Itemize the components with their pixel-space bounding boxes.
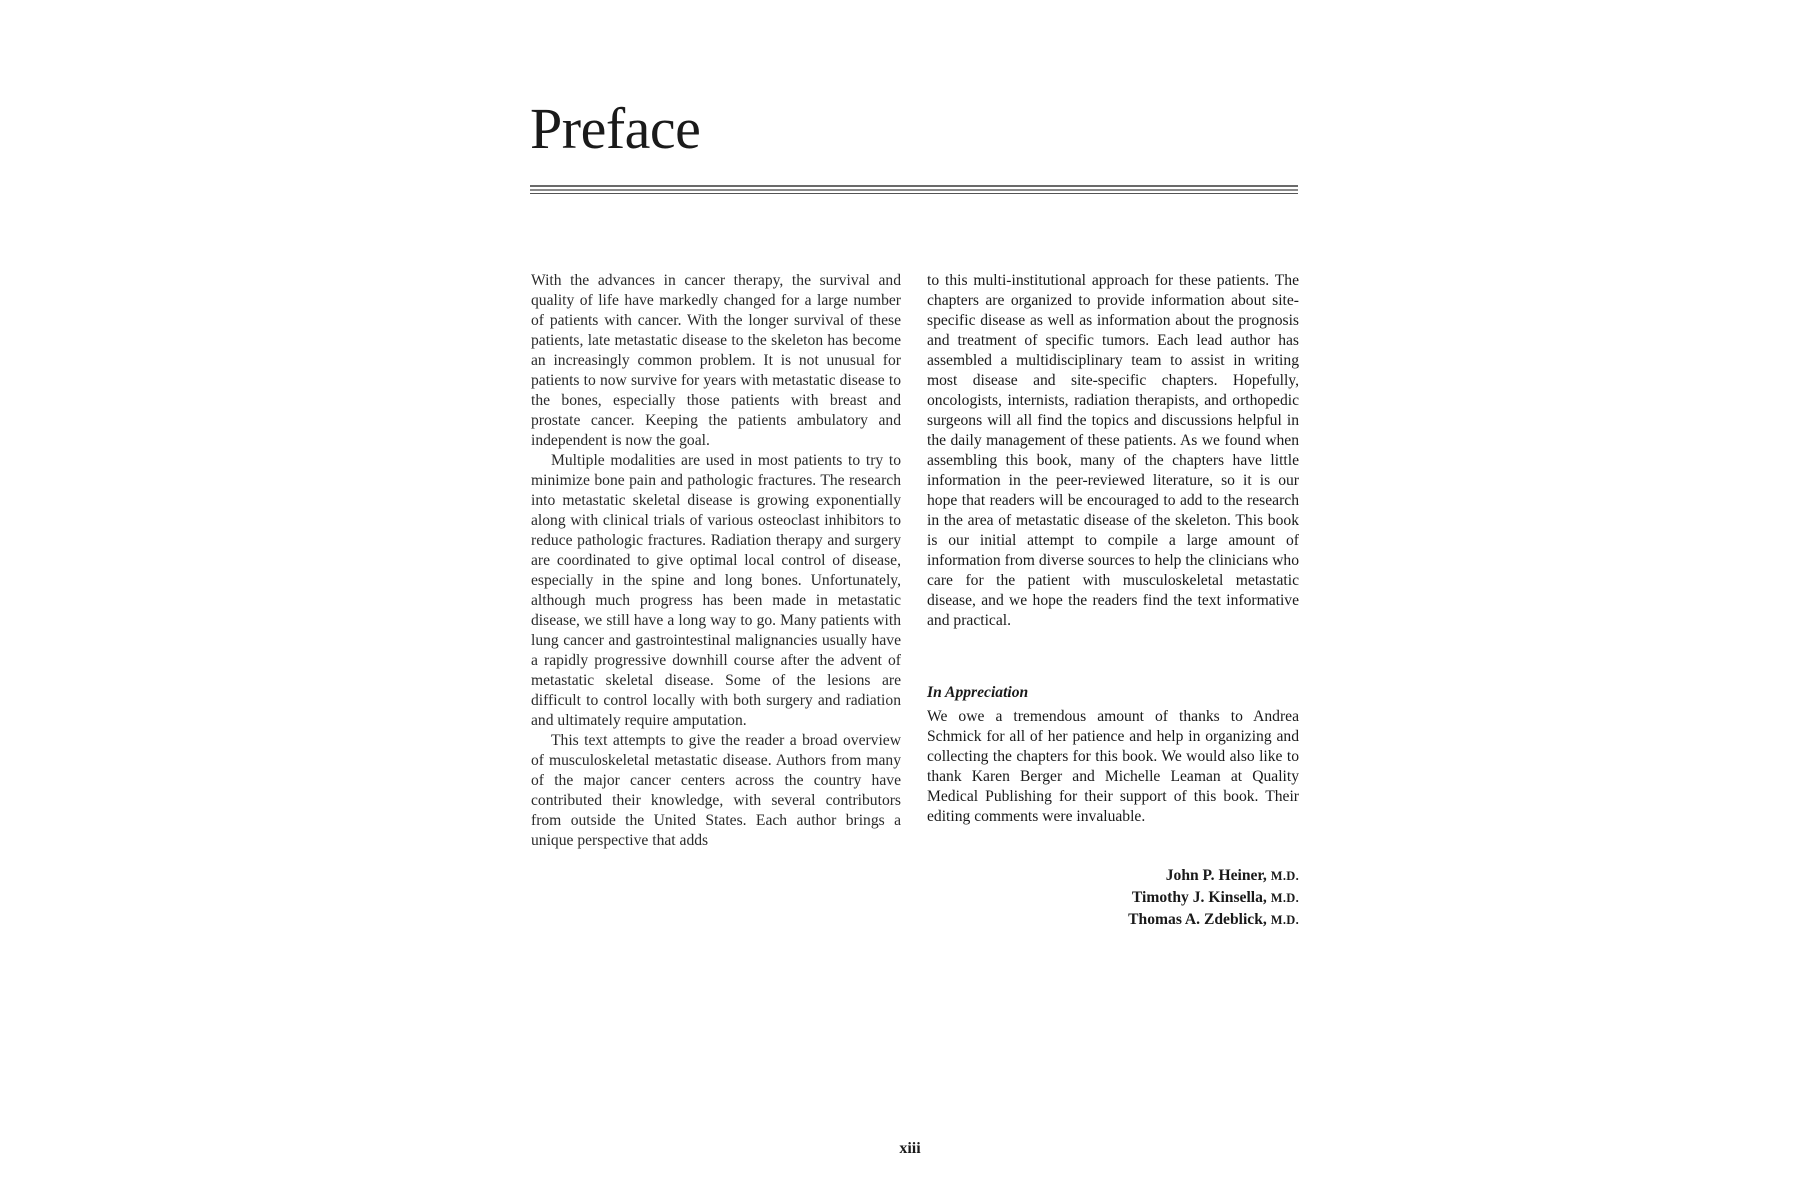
title-rule-divider bbox=[530, 185, 1298, 195]
paragraph: Multiple modalities are used in most patients to try to minimize bone pain and pathologic fractures. The research into metastatic skeletal disease is growing exponentially along with clinical trials of various osteoclast inhibitors to reduce pathologic fractures. Radiation therapy and surgery are coordinated to give optimal local control of disease, especially in the spine and long bones. Unfortunately, although much progress has been made in metastatic disease, we still have a long way to go. Many patients with lung cancer and gastrointestinal malignancies usually have a rapidly progressive downhill course after the advent of metastatic skeletal disease. Some of the lesions are difficult to control locally with both surgery and radiation and ultimately require amputation. bbox=[531, 452, 901, 729]
author-signatures bbox=[927, 865, 1299, 931]
rule-line bbox=[530, 185, 1298, 187]
author-degree: M.D. bbox=[1270, 869, 1299, 883]
signature-line bbox=[927, 909, 1299, 931]
appreciation-paragraph: We owe a tremendous amount of thanks to Andrea Schmick for all of her patience and help in organizing and collecting the chapters for this book. We would also like to thank Karen Berger and Michelle Leaman at Quality Medical Publishing for their support of this book. Their editing comments were invaluable. bbox=[927, 708, 1299, 825]
author-name: Thomas A. Zdeblick, bbox=[1128, 911, 1267, 928]
rule-line bbox=[530, 189, 1298, 191]
paragraph: With the advances in cancer therapy, the survival and quality of life have markedly changed for a large number of patients with cancer. With the longer survival of these patients, late metastatic disease to the skeleton has become an increasingly common problem. It is not unusual for patients to now survive for years with metastatic disease to the bones, especially those patients with breast and prostate cancer. Keeping the patients ambulatory and independent is now the goal. bbox=[531, 272, 901, 449]
signature-line bbox=[927, 887, 1299, 909]
paragraph: to this multi-institutional approach for these patients. The chapters are organized to provide information about site-specific disease as well as information about the prognosis and treatment of specific tumors. Each lead author has assembled a multidisciplinary team to assist in writing most disease and site-specific chapters. Hopefully, oncologists, internists, radiation therapists, and orthopedic surgeons will all find the topics and discussions helpful in the daily management of these patients. As we found when assembling this book, many of the chapters have little information in the peer-reviewed literature, so it is our hope that readers will be encouraged to add to the research in the area of metastatic disease of the skeleton. This book is our initial attempt to compile a large amount of information from diverse sources to help the clinicians who care for the patient with musculoskeletal metastatic disease, and we hope the readers find the text informative and practical. bbox=[927, 272, 1299, 629]
appreciation-section bbox=[927, 683, 1299, 827]
author-name: John P. Heiner, bbox=[1165, 867, 1267, 884]
left-text-column bbox=[531, 271, 901, 851]
rule-line bbox=[530, 193, 1298, 194]
right-text-column bbox=[927, 271, 1299, 631]
paragraph: This text attempts to give the reader a broad overview of musculoskeletal metastatic disease. Authors from many of the major cancer centers across the country have contributed their knowledge, with several contributors from outside the United States. Each author brings a unique perspective that adds bbox=[531, 732, 901, 849]
signature-line bbox=[927, 865, 1299, 887]
author-degree: M.D. bbox=[1270, 891, 1299, 905]
author-name: Timothy J. Kinsella, bbox=[1131, 889, 1267, 906]
page-number: xiii bbox=[899, 1140, 921, 1157]
author-degree: M.D. bbox=[1270, 913, 1299, 927]
appreciation-heading: In Appreciation bbox=[927, 684, 1029, 701]
page-title: Preface bbox=[530, 96, 701, 161]
